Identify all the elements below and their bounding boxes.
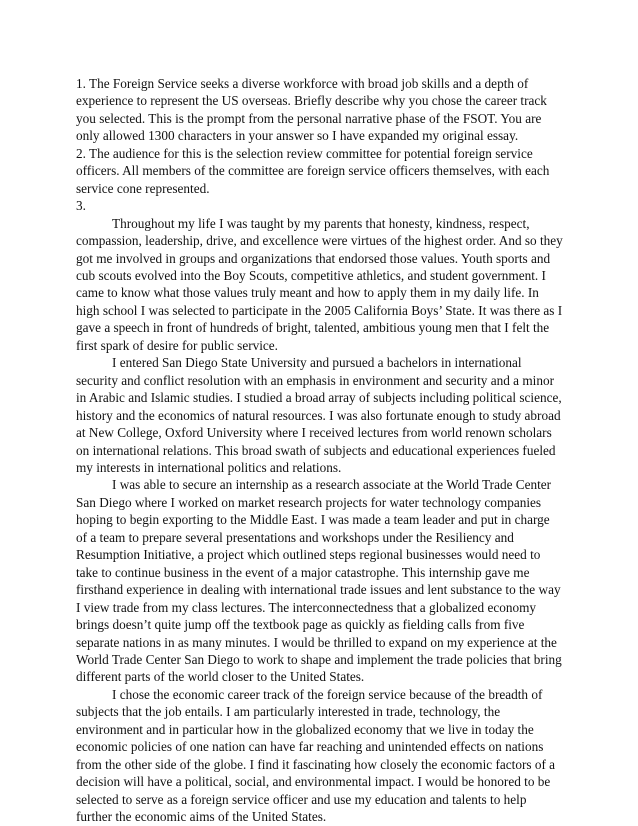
prompt-item-2: 2. The audience for this is the selection review committee for potential foreign service officers. All members of the committee are foreign service officers themselves, with each service cone represented.: [76, 145, 550, 196]
essay-paragraph-4: I chose the economic career track of the foreign service because of the breadth of subjects that the job entails. I am particularly interested in trade, technology, the environment and in particular how in the globalized economy that we live in today the economic policies of one nation can have far reaching and unintended effects on nations from the other side of the globe. I find it fascinating how closely the economic factors of a decision will have a political, social, and environmental impact. I would be honored to be selected to serve as a foreign service officer and use my education and talents to help further the economic aims of the United States.: [76, 686, 556, 825]
essay-paragraph-1: Throughout my life I was taught by my parents that honesty, kindness, respect, compassion, leadership, drive, and excellence were virtues of the highest order. And so they got me involved in groups and organizations that endorsed those values. Youth sports and cub scouts evolved into the Boy Scouts, competitive athletics, and student government. I came to know what those values truly meant and how to apply them in my daily life. In high school I was selected to participate in the 2005 California Boys’ State. It was there as I gave a speech in front of hundreds of bright, talented, ambitious young men that I felt the first spark of desire for public service.: [76, 215, 563, 353]
essay-paragraph-3: I was able to secure an internship as a research associate at the World Trade Center San Diego where I worked on market research projects for water technology companies hoping to begin exporting to the Middle East. I was made a team leader and put in charge of a team to prepare several presentations and workshops under the Resiliency and Resumption Initiative, a project which outlined steps regional businesses would need to take to continue business in the event of a major catastrophe. This internship gave me firsthand experience in dealing with international trade issues and lent substance to the way I view trade from my class lectures. The interconnectedness that a globalized economy brings doesn’t quite jump off the textbook page as quickly as fielding calls from five separate nations in as many minutes. I would be thrilled to expand on my experience at the World Trade Center San Diego to work to shape and implement the trade policies that bring different parts of the world closer to the United States.: [76, 477, 562, 685]
prompt-item-3: 3.: [76, 198, 86, 214]
document-page: [76, 75, 564, 825]
prompt-item-1: 1. The Foreign Service seeks a diverse workforce with broad job skills and a depth of experience to represent the US overseas. Briefly describe why you chose the career track you selected. This is the prompt from the personal narrative phase of the FSOT. You are only allowed 1300 characters in your answer so I have expanded my original essay.: [76, 76, 547, 144]
essay-paragraph-2: I entered San Diego State University and pursued a bachelors in international security and conflict resolution with an emphasis in environment and security and a minor in Arabic and Islamic studies. I studied a broad array of subjects including political science, history and the economics of natural resources. I was also fortunate enough to study abroad at New College, Oxford University where I received lectures from world renown scholars on international relations. This broad swath of subjects and educational experiences fueled my interests in international politics and relations.: [76, 355, 562, 475]
